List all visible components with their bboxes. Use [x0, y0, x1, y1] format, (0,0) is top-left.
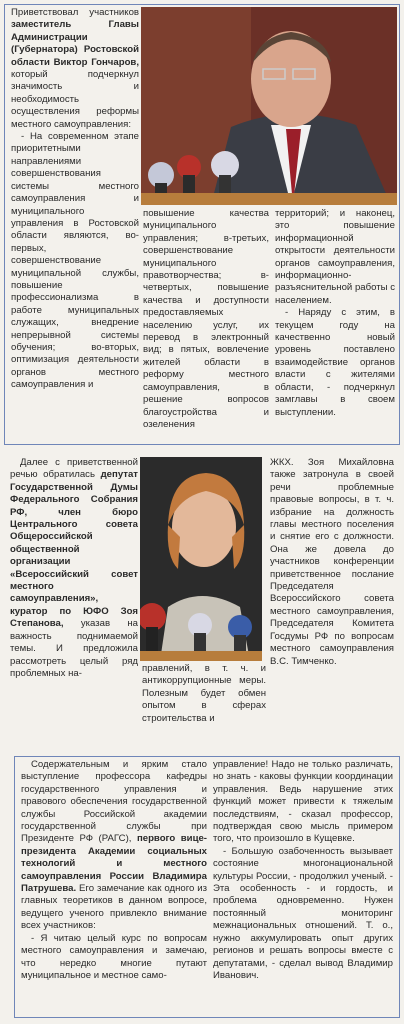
paragraph: Далее с приветственной речью обратилась депутат Государственной Думы Федерального Собрания РФ, член бюро Центрального совета Общероссийской общественной организации «Всероссийский совет местного самоуправления», куратор по ЮФО Зоя Степанова, указав на важность поднимаемой темы. И предложила рассмотреть целый ряд проблемных на- [10, 457, 138, 679]
paragraph: - Большую озабоченность вызывает состояние многонациональной культуры России, - продолжил ученый. - Эта особенность - и гордость, и проблема одновременно. Нужен постоянный мониторинг межнациональных отношений. Т. о., нужно аккумулировать опыт других регионов и решать вопросы вместе с депутатами, - сделал вывод Владимир Иванович. [213, 845, 393, 981]
column-2 [213, 759, 393, 1015]
paragraph: повышение качества муниципального управления; в-третьих, совершенствование муниципального правотворчества; в-четвертых, повышение качества и доступности предоставляемых населению услуг, их перевод в электронный вид; в пятых, вовлечение жителей области в реформу местного самоуправления, в решение вопросов благоустройства и озеленения [143, 208, 269, 430]
paragraph: - Я читаю целый курс по вопросам местного самоуправления и замечаю, что нередко многие путают муниципальное и местное само- [21, 932, 207, 981]
speaker-name: первого вице-президента Академии социальных технологий и местного самоуправления России Владимира Патрушева. [21, 833, 207, 895]
paragraph: - На современном этапе приоритетными направлениями совершенствования системы местного самоуправления и муниципального управления в Ростовской области являются, во-первых, совершенствование муниципальной службы, повышение профессионализма в работе муниципальных служащих, внедрение непрерывной системы обучения; во-вторых, оптимизация деятельности органов местного самоуправления и [11, 131, 139, 391]
column-1 [11, 7, 139, 442]
column-2 [143, 208, 269, 441]
column-3 [270, 457, 394, 743]
paragraph: управление! Надо не только различать, но знать - каковы функции координации управления. Ведь нарушение этих функций может привести к тяжелым последствиям, - сказал профессор, подтверждая свою мысль примером того, что произошло в Кущевке. [213, 759, 393, 845]
paragraph: - Наряду с этим, в текущем году на качественно новый уровень поставлено взаимодействие органов власти с жителями области, - подчеркнул замглавы в своем выступлении. [275, 307, 395, 418]
speaker-portrait-image [141, 7, 397, 205]
speaker-name: заместитель Главы Администрации (Губернатора) Ростовской области Виктор Гончаров, [11, 19, 139, 68]
paragraph: правлений, в т. ч. и антикоррупционные меры. Полезным будет обмен опытом в сферах строительства и [142, 663, 266, 724]
column-3 [275, 208, 395, 441]
paragraph: территорий; и наконец, это повышение информационной открытости деятельности органов самоуправления, информационно-разъяснительной работы с населением. [275, 208, 395, 306]
paragraph: Приветствовал участников заместитель Главы Администрации (Губернатора) Ростовской области Виктор Гончаров, который подчеркнул значимость и необходимость осуществления реформы местного самоуправления: [11, 7, 139, 130]
article-block-goncharov [4, 4, 400, 445]
column-2 [142, 663, 266, 743]
photo-stepanova [140, 457, 262, 661]
column-1 [10, 457, 138, 743]
photo-goncharov [141, 7, 397, 205]
column-1 [21, 759, 207, 1015]
speaker-name: депутат Государственной Думы Федерального Собрания РФ, член бюро Центрального совета Общероссийской общественной организации «Всероссийский совет местного самоуправления», куратор по ЮФО Зоя Степанова, [10, 469, 138, 630]
paragraph: ЖКХ. Зоя Михайловна также затронула в своей речи проблемные правовые вопросы, в т. ч. избрание на должность главы местного поселения и снятие его с должности. Она же довела до участников конференции приветственное послание Председателя Всероссийского совета местного самоуправления, Председателя Комитета Госдумы РФ по вопросам местного самоуправления В.С. Тимченко. [270, 457, 394, 667]
paragraph: Содержательным и ярким стало выступление профессора кафедры государственного управления и правового обеспечения государственной службы Российской академии государственной службы при Президенте РФ (РАГС), первого вице-президента Академии социальных технологий и местного самоуправления России Владимира Патрушева. Его замечание как одного из главных теоретиков в данном вопросе, ведущего ученого привлекло внимание всех участников: [21, 759, 207, 932]
article-block-patrushev [14, 756, 400, 1018]
speaker-portrait-image [140, 457, 262, 661]
article-block-stepanova [4, 455, 400, 745]
